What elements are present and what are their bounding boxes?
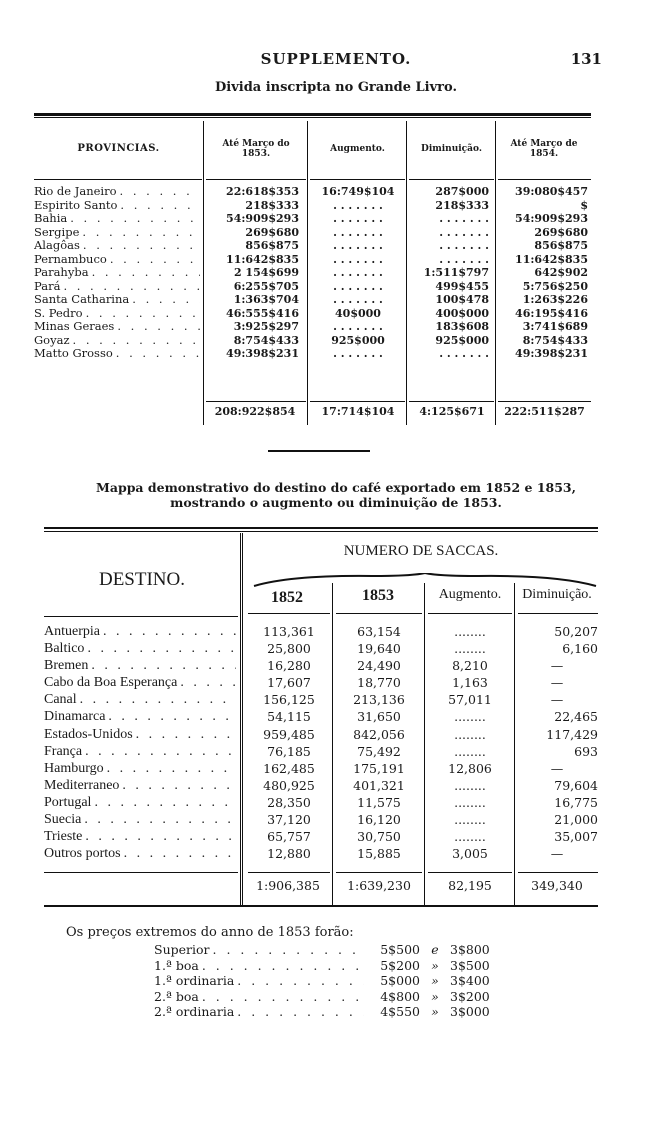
precos-section [66, 925, 586, 1020]
header-diminuicao: Diminuição. [522, 587, 592, 602]
column-divider [424, 583, 425, 907]
section-divider [268, 450, 370, 452]
brace-icon [252, 573, 598, 587]
header-rule [34, 179, 202, 180]
header-augmento: Augmento. [438, 587, 502, 602]
price-row: 1.ª ordinaria . . . 5$000 » 3$400 [66, 973, 586, 989]
list-item: Baltico . . . [44, 640, 236, 657]
list-item: Rio de Janeiro . . . [34, 185, 200, 199]
list-item: Mediterraneo . . . [44, 777, 236, 794]
total-ate-1854: 222:511$287 [504, 405, 585, 418]
header-rule [428, 613, 512, 614]
list-item: Pará . . . [34, 280, 200, 294]
list-item: Hamburgo . . . [44, 760, 236, 777]
column-divider [514, 583, 515, 907]
mappa-title: Mappa demonstrativo do destino do café exportado em 1852 e 1853, mostrando o augmento ou diminuição de 1853. [96, 480, 576, 510]
y1853-column: 63,154 19,640 24,490 18,770 213,136 31,650 842,056 75,492 175,191 401,321 11,575 16,120 30,750 15,885 [353, 624, 405, 862]
y1852-column: 113,361 25,800 16,280 17,607 156,125 54,115 959,485 76,185 162,485 480,925 28,350 37,120 65,757 12,880 [263, 624, 315, 862]
total-rule [44, 872, 238, 873]
header-rule [409, 179, 494, 180]
augmento-column: 16:749$104 . . . . . . . . . . . . . . . . . . . . . . . . . . . . . . . . . . . . . . . . . . . . . . . . . . . . . . . . 40$000 . . . . . . . 925$000 . . . . . . . [321, 185, 395, 360]
header-destino: DESTINO. [98, 569, 186, 590]
price-row: 2.ª boa . . . 4$800 » 3$200 [66, 989, 586, 1005]
list-item: Trieste . . . [44, 828, 236, 845]
list-item: Antuerpia . . . [44, 623, 236, 640]
diminuicao-column: 287$000 218$333 . . . . . . . . . . . . . . . . . . . . . . . . . . . . 1:511$797 499$455 100$478 400$000 183$608 925$000 . . . . . . . [423, 185, 489, 360]
mappa-table [44, 527, 598, 907]
column-divider [307, 121, 308, 425]
total-rule [206, 401, 306, 402]
total-diminuicao: 4:125$671 [419, 405, 485, 418]
total-rule [498, 401, 591, 402]
column-divider [406, 121, 407, 425]
list-item: Espirito Santo . . . [34, 199, 200, 213]
list-item: França . . . [44, 743, 236, 760]
header-ate-1854: Até Março de 1854. [510, 139, 578, 159]
divida-title: Divida inscripta no Grande Livro. [214, 80, 457, 95]
header-rule [248, 613, 330, 614]
list-item: Outros portos . . . [44, 845, 236, 862]
list-item: Santa Catharina . . . [34, 293, 200, 307]
list-item: Portugal . . . [44, 794, 236, 811]
total-augmento: 17:714$104 [321, 405, 395, 418]
header-rule [206, 179, 306, 180]
provincias-column [34, 185, 200, 361]
augmento-column: ........ ........ 8,210 1,163 57,011 ........ ........ ........ 12,806 ........ ........ ........ ........ 3,005 [448, 624, 492, 862]
header-diminuicao: Diminuição. [421, 144, 482, 154]
ate-1853-column: 22:618$353 218$333 54:909$293 269$680 856$875 11:642$835 2 154$699 6:255$705 1:363$704 46:555$416 3:925$297 8:754$433 49:398$231 [226, 185, 299, 360]
list-item: Goyaz . . . [34, 334, 200, 348]
total-rule [518, 872, 598, 873]
header-rule [44, 616, 238, 617]
total-rule [428, 872, 512, 873]
list-item: Estados-Unidos . . . [44, 726, 236, 743]
header-rule [336, 613, 422, 614]
column-divider [240, 533, 243, 907]
price-row: 1.ª boa . . . 5$200 » 3$500 [66, 958, 586, 974]
total-1853: 1:639,230 [347, 878, 411, 893]
running-head: SUPPLEMENTO. [260, 50, 412, 68]
total-augmento: 82,195 [448, 878, 492, 893]
header-1852: 1852 [271, 589, 303, 606]
list-item: Bahia . . . [34, 212, 200, 226]
table-bottom-rule [44, 905, 598, 907]
total-ate-1853: 208:922$854 [214, 405, 296, 418]
total-rule [409, 401, 494, 402]
total-rule [248, 872, 330, 873]
list-item: S. Pedro . . . [34, 307, 200, 321]
list-item: Bremen . . . [44, 657, 236, 674]
total-rule [310, 401, 405, 402]
header-numero-de-saccas: NUMERO DE SACCAS. [343, 543, 499, 559]
list-item: Sergipe . . . [34, 226, 200, 240]
table-top-rule [34, 113, 591, 118]
total-diminuicao: 349,340 [531, 878, 583, 893]
price-row: Superior . . . 5$500 e 3$800 [66, 942, 586, 958]
header-1853: 1853 [362, 587, 394, 604]
header-ate-1853: Até Março do 1853. [222, 139, 290, 159]
precos-intro: Os preços extremos do anno de 1853 forão: [66, 925, 354, 940]
header-rule [310, 179, 405, 180]
header-provincias: PROVINCIAS. [77, 143, 160, 154]
list-item: Parahyba . . . [34, 266, 200, 280]
destino-column [44, 623, 236, 862]
list-item: Canal . . . [44, 691, 236, 708]
diminuicao-column: 50,207 6,160 — — — 22,465 117,429 693 — 79,604 16,775 21,000 35,007 — [546, 624, 598, 862]
column-divider [495, 121, 496, 425]
price-row: 2.ª ordinaria . . . 4$550 » 3$000 [66, 1004, 586, 1020]
header-rule [518, 613, 598, 614]
table-top-rule [44, 527, 598, 532]
column-divider [332, 583, 333, 907]
total-rule [336, 872, 422, 873]
header-augmento: Augmento. [330, 144, 385, 154]
header-rule [498, 179, 591, 180]
list-item: Minas Geraes . . . [34, 320, 200, 334]
list-item: Alagôas . . . [34, 239, 200, 253]
list-item: Cabo da Boa Esperança . . . [44, 674, 236, 691]
list-item: Suecia . . . [44, 811, 236, 828]
list-item: Dinamarca . . . [44, 708, 236, 725]
divida-table [34, 113, 591, 425]
page-number: 131 [570, 50, 602, 68]
list-item: Pernambuco . . . [34, 253, 200, 267]
ate-1854-column: 39:080$457 $ 54:909$293 269$680 856$875 11:642$835 642$902 5:756$250 1:263$226 46:195$416 3:741$689 8:754$433 49:398$231 [515, 185, 588, 360]
column-divider [203, 121, 204, 425]
list-item: Matto Grosso . . . [34, 347, 200, 361]
total-1852: 1:906,385 [256, 878, 320, 893]
